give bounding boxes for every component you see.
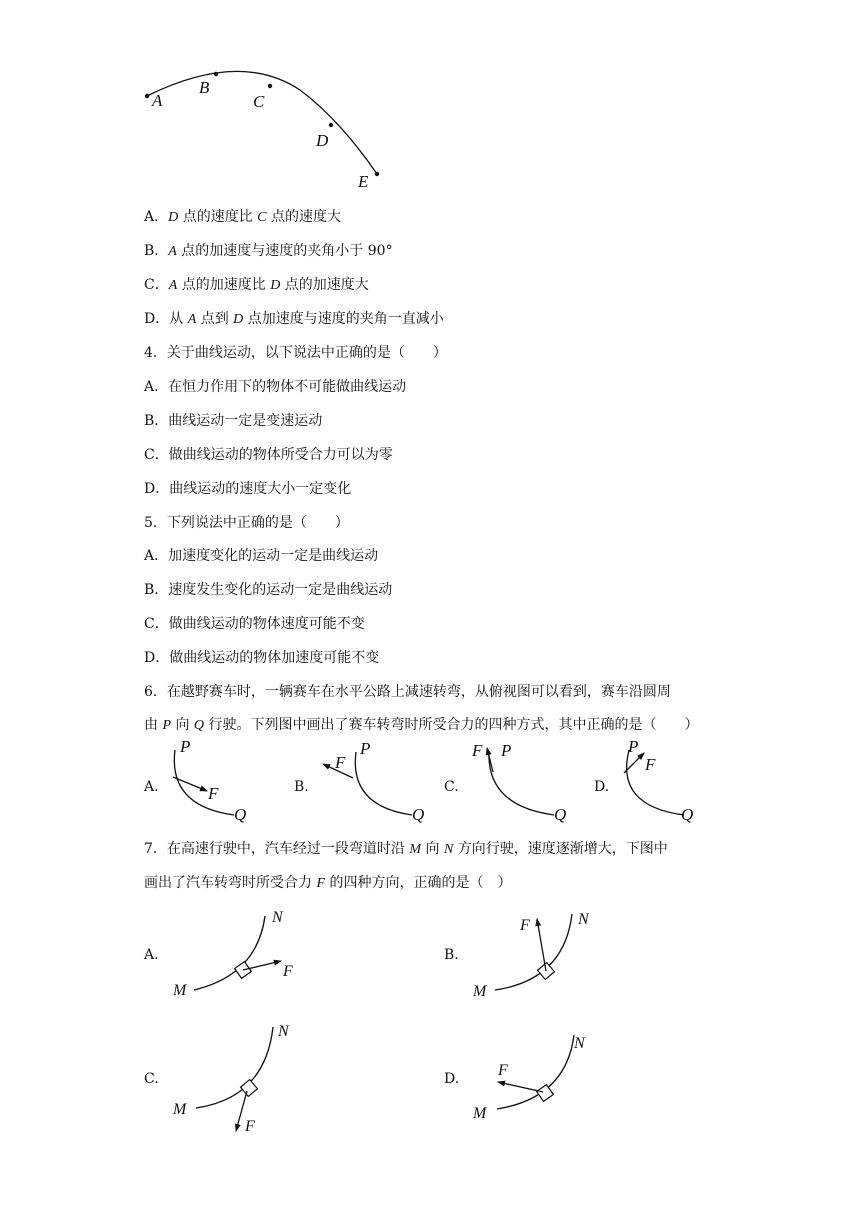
- q6-figure-d: [624, 737, 693, 824]
- q4-stem: 4．关于曲线运动，以下说法中正确的是（ ）: [144, 345, 447, 361]
- svg-text:M: M: [173, 1101, 187, 1118]
- trajectory-curve: [147, 71, 377, 174]
- label-c: C: [253, 92, 265, 111]
- svg-text:Q: Q: [554, 805, 567, 824]
- svg-text:P: P: [360, 739, 371, 758]
- q6-option-a-label: A.: [144, 779, 159, 795]
- q3-option-a: A．D 点的速度比 C 点的速度大: [144, 209, 341, 225]
- svg-text:F: F: [208, 784, 219, 803]
- label-d: D: [316, 131, 329, 150]
- q3-option-b: B．A 点的加速度与速度的夹角小于 90°: [144, 243, 393, 259]
- svg-text:F: F: [283, 963, 293, 980]
- q7-figure-b: [472, 911, 590, 1000]
- svg-text:N: N: [574, 1035, 585, 1052]
- svg-text:P: P: [628, 737, 639, 756]
- q7-stem-line1: 7．在高速行驶中，汽车经过一段弯道时沿 M 向 N 方向行驶，速度逐渐增大，下图中: [144, 841, 668, 857]
- q7-option-b-label: B.: [444, 947, 459, 963]
- q6-figure-b: [323, 739, 424, 824]
- point-e: [375, 172, 379, 176]
- q7-figures: [0, 900, 860, 1220]
- svg-text:M: M: [473, 983, 487, 1000]
- svg-text:M: M: [173, 982, 187, 999]
- point-d: [329, 123, 333, 127]
- svg-text:F: F: [335, 753, 346, 772]
- trajectory-figure: [0, 0, 860, 200]
- q5-stem: 5．下列说法中正确的是（ ）: [144, 515, 349, 531]
- svg-text:P: P: [501, 741, 512, 760]
- point-c: [268, 84, 272, 88]
- q4-option-d: D．曲线运动的速度大小一定变化: [144, 481, 352, 497]
- svg-text:P: P: [180, 737, 191, 756]
- q4-option-c: C．做曲线运动的物体所受合力可以为零: [144, 447, 393, 463]
- q6-stem-line2: 由 P 向 Q 行驶。下列图中画出了赛车转弯时所受合力的四种方式，其中正确的是（ ）: [144, 717, 699, 733]
- q7-figure-a: [172, 909, 293, 999]
- q6-option-d-label: D.: [594, 779, 610, 795]
- svg-text:F: F: [472, 741, 483, 760]
- svg-text:F: F: [245, 1118, 255, 1135]
- svg-text:F: F: [645, 755, 656, 774]
- q6-option-b-label: B.: [294, 779, 309, 795]
- q5-option-d: D．做曲线运动的物体加速度可能不变: [144, 650, 380, 666]
- q7-option-d-label: D.: [444, 1071, 460, 1087]
- svg-text:N: N: [578, 911, 589, 928]
- svg-text:N: N: [272, 909, 283, 926]
- q3-option-d: D．从 A 点到 D 点加速度与速度的夹角一直减小: [144, 311, 444, 327]
- label-a: A: [152, 91, 163, 110]
- svg-text:N: N: [278, 1023, 289, 1040]
- q6-figures: [0, 738, 860, 838]
- svg-text:Q: Q: [412, 805, 425, 824]
- svg-text:F: F: [498, 1062, 508, 1079]
- label-e: E: [358, 172, 369, 191]
- point-b: [214, 72, 218, 76]
- q7-figure-d: [472, 1035, 586, 1122]
- q6-option-c-label: C.: [444, 779, 459, 795]
- q3-option-c: C．A 点的加速度比 D 点的加速度大: [144, 277, 369, 293]
- label-b: B: [199, 78, 210, 97]
- q4-option-a: A．在恒力作用下的物体不可能做曲线运动: [144, 379, 407, 395]
- q5-option-a: A．加速度变化的运动一定是曲线运动: [144, 548, 379, 564]
- point-a: [145, 94, 149, 98]
- q4-option-b: B．曲线运动一定是变速运动: [144, 413, 323, 429]
- q5-option-b: B．速度发生变化的运动一定是曲线运动: [144, 582, 393, 598]
- q6-figure-a: [173, 737, 246, 824]
- q7-stem-line2: 画出了汽车转弯时所受合力 F 的四种方向，正确的是（ ）: [144, 875, 512, 891]
- svg-text:F: F: [520, 917, 530, 934]
- svg-text:Q: Q: [681, 805, 694, 824]
- q7-option-c-label: C.: [144, 1071, 159, 1087]
- svg-text:M: M: [473, 1105, 487, 1122]
- svg-text:Q: Q: [234, 805, 247, 824]
- q7-option-a-label: A.: [144, 947, 159, 963]
- q7-figure-c: [172, 1023, 290, 1135]
- q6-figure-c: [471, 741, 566, 824]
- q5-option-c: C．做曲线运动的物体速度可能不变: [144, 616, 365, 632]
- q6-stem-line1: 6．在越野赛车时，一辆赛车在水平公路上减速转弯，从俯视图可以看到，赛车沿圆周: [144, 684, 671, 700]
